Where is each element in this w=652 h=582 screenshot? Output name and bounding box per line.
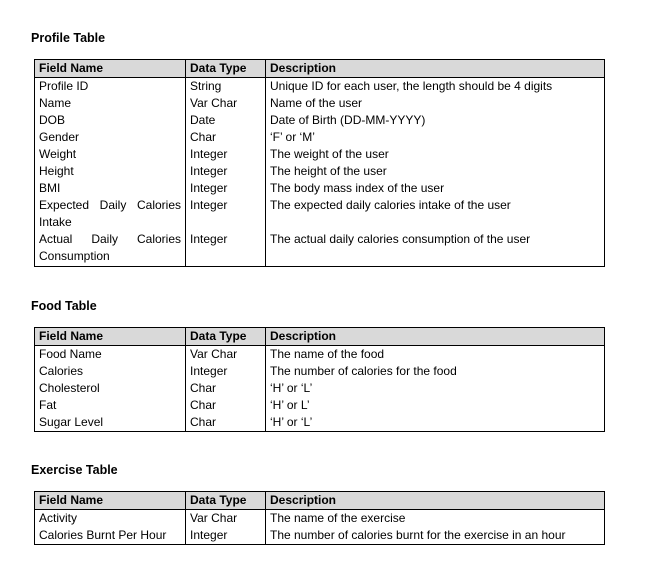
data-type-cell: Date: [186, 112, 266, 129]
description-cell: The number of calories burnt for the exercise in an hour: [266, 527, 605, 545]
field-name-cell: Food Name: [35, 346, 186, 364]
table-row: [35, 346, 605, 364]
data-type-cell: Char: [186, 397, 266, 414]
profile-table-title: Profile Table: [31, 31, 106, 45]
data-type-cell: Integer: [186, 180, 266, 197]
description-cell: ‘H’ or L’: [266, 397, 605, 414]
field-name-cell: Calories Burnt Per Hour: [35, 527, 186, 545]
field-name-cell: Calories: [35, 363, 186, 380]
field-name-cell: Expected Daily Calories Intake: [35, 197, 186, 231]
column-header-description: Description: [266, 328, 605, 346]
data-type-cell: Var Char: [186, 346, 266, 364]
table-header-row: [35, 492, 605, 510]
column-header-data-type: Data Type: [186, 60, 266, 78]
description-cell: Date of Birth (DD-MM-YYYY): [266, 112, 605, 129]
field-name-cell: BMI: [35, 180, 186, 197]
field-name-cell: Activity: [35, 510, 186, 528]
field-name-cell: Sugar Level: [35, 414, 186, 432]
column-header-description: Description: [266, 492, 605, 510]
table-row: [35, 129, 605, 146]
table-row: [35, 380, 605, 397]
description-cell: ‘H’ or ‘L’: [266, 414, 605, 432]
table-row: [35, 510, 605, 528]
description-cell: ‘H’ or ‘L’: [266, 380, 605, 397]
data-type-cell: Var Char: [186, 510, 266, 528]
column-header-field-name: Field Name: [35, 328, 186, 346]
table-row: [35, 231, 605, 267]
table-header-row: [35, 328, 605, 346]
description-cell: The body mass index of the user: [266, 180, 605, 197]
table-header-row: [35, 60, 605, 78]
profile-table: [34, 59, 605, 267]
data-type-cell: Char: [186, 129, 266, 146]
description-cell: The number of calories for the food: [266, 363, 605, 380]
field-name-cell: Cholesterol: [35, 380, 186, 397]
field-name-cell: Name: [35, 95, 186, 112]
data-type-cell: Integer: [186, 163, 266, 180]
field-name-cell: DOB: [35, 112, 186, 129]
table-row: [35, 146, 605, 163]
field-name-cell: Weight: [35, 146, 186, 163]
table-row: [35, 163, 605, 180]
data-type-cell: String: [186, 78, 266, 96]
table-row: [35, 363, 605, 380]
table-row: [35, 78, 605, 96]
description-cell: Name of the user: [266, 95, 605, 112]
table-row: [35, 414, 605, 432]
column-header-data-type: Data Type: [186, 328, 266, 346]
table-row: [35, 112, 605, 129]
description-cell: The weight of the user: [266, 146, 605, 163]
table-row: [35, 397, 605, 414]
description-cell: ‘F’ or ‘M’: [266, 129, 605, 146]
description-cell: The actual daily calories consumption of the user: [266, 231, 605, 267]
field-name-cell: Height: [35, 163, 186, 180]
food-table: [34, 327, 605, 432]
data-type-cell: Integer: [186, 197, 266, 231]
table-row: [35, 527, 605, 545]
column-header-field-name: Field Name: [35, 60, 186, 78]
description-cell: The name of the food: [266, 346, 605, 364]
table-row: [35, 180, 605, 197]
description-cell: Unique ID for each user, the length should be 4 digits: [266, 78, 605, 96]
data-type-cell: Integer: [186, 527, 266, 545]
data-type-cell: Integer: [186, 363, 266, 380]
table-row: [35, 95, 605, 112]
field-name-cell: Fat: [35, 397, 186, 414]
table-row: [35, 197, 605, 231]
column-header-field-name: Field Name: [35, 492, 186, 510]
data-type-cell: Integer: [186, 231, 266, 267]
exercise-table-title: Exercise Table: [31, 463, 118, 477]
description-cell: The expected daily calories intake of the user: [266, 197, 605, 231]
description-cell: The name of the exercise: [266, 510, 605, 528]
column-header-data-type: Data Type: [186, 492, 266, 510]
field-name-cell: Actual Daily Calories Consumption: [35, 231, 186, 267]
data-type-cell: Char: [186, 414, 266, 432]
food-table-title: Food Table: [31, 299, 97, 313]
column-header-description: Description: [266, 60, 605, 78]
data-type-cell: Integer: [186, 146, 266, 163]
description-cell: The height of the user: [266, 163, 605, 180]
data-type-cell: Char: [186, 380, 266, 397]
data-type-cell: Var Char: [186, 95, 266, 112]
field-name-cell: Gender: [35, 129, 186, 146]
exercise-table: [34, 491, 605, 545]
field-name-cell: Profile ID: [35, 78, 186, 96]
